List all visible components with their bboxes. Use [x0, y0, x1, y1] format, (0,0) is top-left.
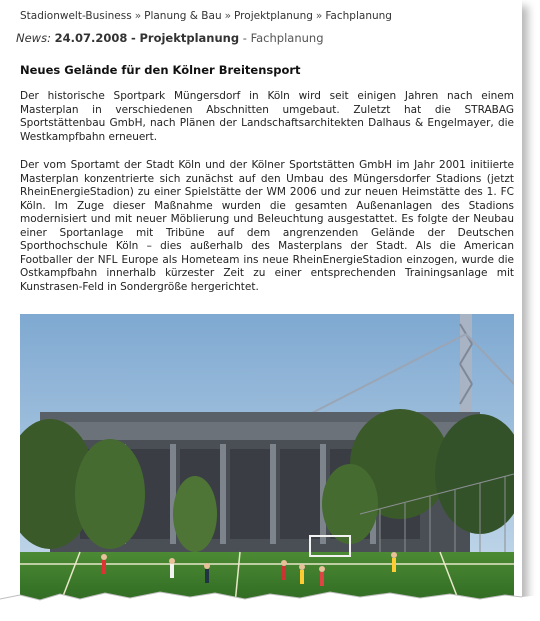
news-date: 24.07.2008: [54, 31, 128, 45]
news-category: Projektplanung: [139, 31, 240, 45]
breadcrumb-item-stadionwelt-business[interactable]: Stadionwelt-Business: [20, 10, 132, 22]
breadcrumb-item-projektplanung[interactable]: Projektplanung: [234, 10, 313, 22]
news-dash: -: [131, 31, 136, 45]
breadcrumb-item-planung-bau[interactable]: Planung & Bau: [144, 10, 222, 22]
news-subcategory: Fachplanung: [250, 31, 324, 45]
article-paragraph-2: Der vom Sportamt der Stadt Köln und der Kölner Sportstätten GmbH im Jahr 2001 initiierte Masterplan konzentrierte sich zunächst auf den Umbau des Müngersdorfer Stadions (jetzt RheinEnergieStadion) zu einer Spielstätte der WM 2006 und zur neuen Heimstätte des 1. FC Köln. Im Zuge dieser Maßnahme wurden die gesamten Außenanlagen des Stadions modernisiert und mit neuer Möblierung und Beleuchtung ausgestattet. Es folgte der Neubau einer Sportanlage mit Tribüne auf dem angrenzenden Gelände der Deutschen Sporthochschule Köln – dies außerhalb des Masterplans der Stadt. Als die American Footballer der NFL Europe als Hometeam ins neue RheinEnergieStadion einzogen, wurde die Ostkampfbahn innerhalb kürzester Zeit zu einer entsprechenden Trainingsanlage mit Kunstrasen-Feld in Sondergröße hergerichtet.: [20, 159, 514, 293]
breadcrumb-item-fachplanung[interactable]: Fachplanung: [325, 10, 392, 22]
breadcrumb: [20, 10, 392, 22]
breadcrumb-separator: »: [224, 10, 232, 22]
torn-paper-edge: [0, 581, 540, 621]
article-paragraph-1: Der historische Sportpark Müngersdorf in Köln wird seit einigen Jahren nach einem Masterplan in verschiedenen Abschnitten umgebaut. Zuletzt hat die STRABAG Sportstättenbau GmbH, nach Plänen der Landschaftsarchitekten Dalhaus & Engelmayer, die Westkampfbahn erneuert.: [20, 90, 514, 143]
article-headline: Neues Gelände für den Kölner Breitensport: [20, 63, 301, 77]
breadcrumb-separator: »: [315, 10, 323, 22]
news-dash: -: [242, 31, 247, 45]
stadium-photo-illustration: [20, 314, 514, 604]
breadcrumb-separator: »: [134, 10, 142, 22]
news-meta: [16, 31, 324, 45]
news-prefix: News:: [16, 31, 51, 45]
stadium-photo: [20, 314, 514, 604]
